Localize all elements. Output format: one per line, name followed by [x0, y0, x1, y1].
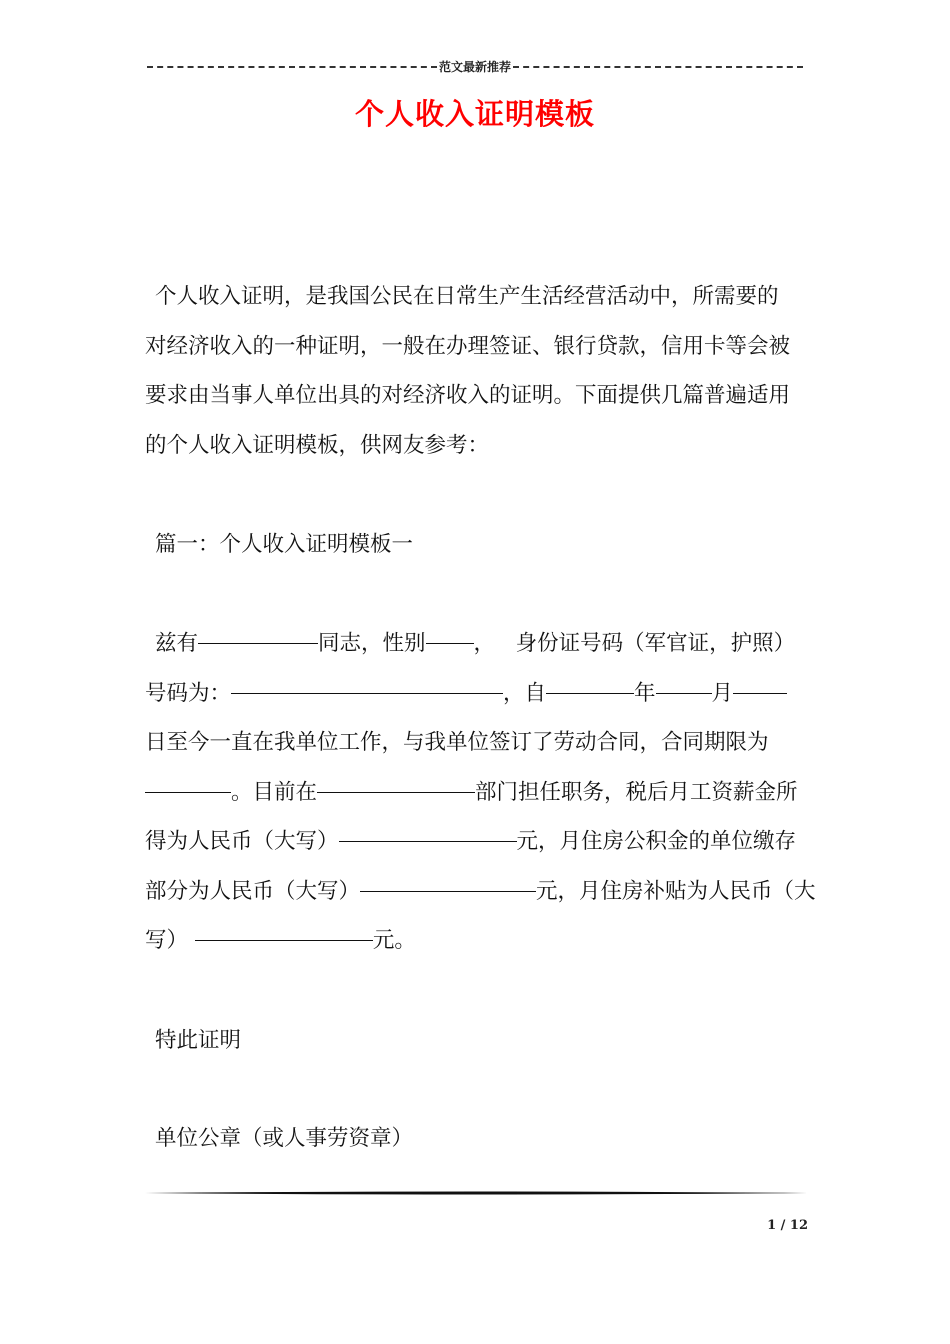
certificate-text: 号码为： [145, 680, 232, 706]
certificate-line: 日至今一直在我单位工作，与我单位签订了劳动合同，合同期限为 [145, 730, 769, 755]
year-blank [546, 670, 634, 694]
intro-paragraph [145, 272, 810, 470]
certificate-line [145, 619, 810, 669]
contract-term-blank [145, 769, 231, 793]
footer-rule-shape [145, 1192, 807, 1195]
certificate-text: 。目前在 [231, 779, 318, 805]
gender-blank [426, 620, 474, 644]
seal-block [145, 1114, 810, 1164]
month-blank [656, 670, 712, 694]
certificate-text: 写） [145, 928, 189, 953]
certificate-text: 兹有 [155, 631, 199, 656]
id-number-blank [231, 670, 503, 694]
certificate-text: 元。 [372, 928, 416, 953]
seal-line: 单位公章（或人事劳资章） [155, 1126, 414, 1151]
day-blank [733, 670, 787, 694]
certificate-text: 元，月住房补贴为人民币（大 [536, 878, 816, 904]
certificate-text: ， [473, 631, 496, 656]
section-heading-block [145, 520, 810, 570]
certificate-text: 月 [711, 680, 734, 706]
housing-fund-blank [360, 868, 536, 892]
header-text: 范文最新推荐 [439, 60, 512, 74]
intro-line: 个人收入证明，是我国公民在日常生产生活经营活动中，所需要的 [155, 284, 779, 309]
certificate-text: 部分为人民币（大写） [145, 878, 361, 904]
certificate-line [145, 669, 810, 719]
certificate-line [145, 817, 810, 867]
document-header [145, 58, 805, 75]
section-heading: 篇一：个人收入证明模板一 [155, 532, 414, 557]
certificate-text: 元，月住房公积金的单位缴存 [516, 829, 797, 854]
header-dash-right [513, 66, 803, 68]
certificate-text: 年 [634, 680, 656, 706]
document-title: 个人收入证明模板 [354, 97, 595, 131]
intro-line: 对经济收入的一种证明，一般在办理签证、银行贷款，信用卡等会被 [145, 333, 791, 359]
certificate-line [145, 768, 810, 818]
certificate-text: 得为人民币（大写） [145, 829, 339, 854]
certificate-line [145, 916, 810, 966]
page-number: 1 / 12 [767, 1218, 808, 1233]
intro-line: 要求由当事人单位出具的对经济收入的证明。下面提供几篇普遍适用 [145, 383, 791, 408]
certificate-text: 身份证号码（军官证，护照） [515, 631, 796, 656]
salary-blank [339, 818, 517, 842]
department-blank [317, 769, 475, 793]
footer-rule [145, 1190, 807, 1196]
name-blank [198, 620, 318, 644]
closing-text: 特此证明 [155, 1028, 242, 1053]
certificate-text: 部门担任职务，税后月工资薪金所 [475, 779, 798, 805]
certificate-text: 同志，性别 [318, 631, 426, 656]
intro-line: 的个人收入证明模板，供网友参考： [145, 432, 490, 458]
certificate-line [145, 867, 816, 917]
closing-block [145, 1016, 810, 1066]
certificate-text: ，自 [503, 680, 547, 706]
certificate-body [145, 619, 816, 966]
housing-subsidy-blank [195, 917, 373, 941]
header-dash-left [147, 66, 437, 68]
